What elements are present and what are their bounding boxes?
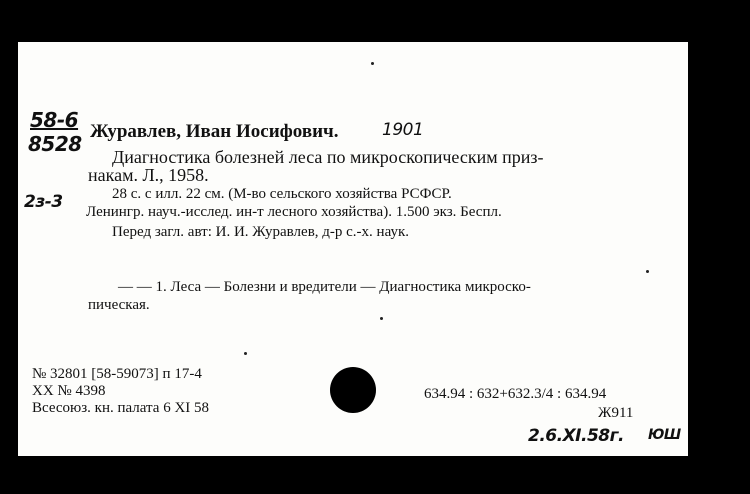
title-line-1: Диагностика болезней леса по микроскопическим приз- [112,147,544,167]
handwritten-call-number-bottom: 8528 [28,132,82,156]
handwritten-call-number-top: 58-6 [30,108,79,132]
subject-line-1: — — 1. Леса — Болезни и вредители — Диагностика микроско- [118,279,531,295]
handwritten-initials: ЮШ [648,427,681,443]
subject-line-2: пическая. [88,297,150,313]
handwritten-year: 1901 [382,120,424,140]
author-heading: Журавлев, Иван Иосифович. [90,121,339,142]
note-line: Перед загл. авт: И. И. Журавлев, д-р с.-х. наук. [112,224,410,240]
collation-line-2: Ленингр. науч.-исслед. ин-т лесного хозяйства). 1.500 экз. Беспл. [86,204,502,220]
title-line-2: накам. Л., 1958. [88,165,209,185]
punch-hole [330,367,376,413]
register-line-3: Всесоюз. кн. палата 6 XI 58 [32,400,210,416]
ink-speck [646,270,649,273]
ink-speck [371,62,374,65]
ink-speck [380,317,383,320]
ink-speck [244,352,247,355]
register-line-1: № 32801 [58-59073] п 17-4 [32,366,202,382]
handwritten-date: 2.6.XI.58г. [528,426,624,446]
register-line-2: XX № 4398 [32,383,106,399]
author-mark: Ж911 [598,405,634,421]
classification-number: 634.94 : 632+632.3/4 : 634.94 [424,386,607,402]
collation-line-1: 28 с. с илл. 22 см. (М-во сельского хозяйства РСФСР. [112,186,452,202]
handwritten-side-note: 2з-3 [24,192,63,212]
